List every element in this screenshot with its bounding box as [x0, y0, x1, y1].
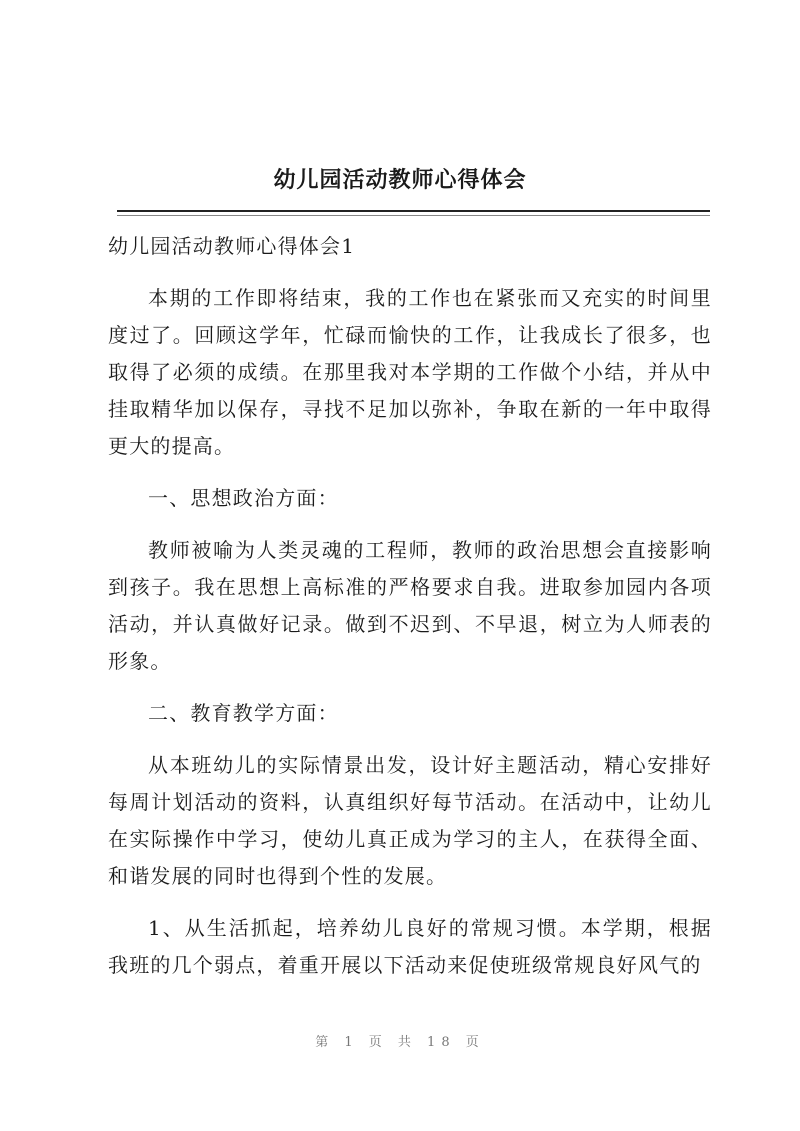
- title-underline-thin: [117, 215, 710, 216]
- title-underline: [117, 210, 710, 212]
- paragraph: 本期的工作即将结束，我的工作也在紧张而又充实的时间里度过了。回顾这学年，忙碌而愉快的工作，让我成长了很多，也取得了必须的成绩。在那里我对本学期的工作做个小结，并从中挂取精华加以保存，寻找不足加以弥补，争取在新的一年中取得更大的提高。: [108, 286, 712, 458]
- paragraph: 二、教育教学方面：: [148, 701, 339, 725]
- paragraph: 教师被喻为人类灵魂的工程师，教师的政治思想会直接影响到孩子。我在思想上高标准的严格要求自我。进取参加园内各项活动，并认真做好记录。做到不迟到、不早退，树立为人师表的形象。: [108, 538, 712, 673]
- paragraph: 幼儿园活动教师心得体会1: [108, 234, 356, 258]
- document-body: [108, 228, 712, 999]
- paragraph: 从本班幼儿的实际情景出发，设计好主题活动，精心安排好每周计划活动的资料，认真组织好每节活动。在活动中，让幼儿在实际操作中学习，使幼儿真正成为学习的主人，在获得全面、和谐发展的同时也得到个性的发展。: [108, 753, 712, 888]
- paragraph: 1、从生活抓起，培养幼儿良好的常规习惯。本学期，根据我班的几个弱点，着重开展以下活动来促使班级常规良好风气的: [108, 916, 712, 977]
- document-title: 幼儿园活动教师心得体会: [273, 167, 527, 193]
- paragraph: 一、思想政治方面：: [148, 486, 339, 510]
- page-footer: 第 1 页 共 18 页: [315, 1035, 485, 1050]
